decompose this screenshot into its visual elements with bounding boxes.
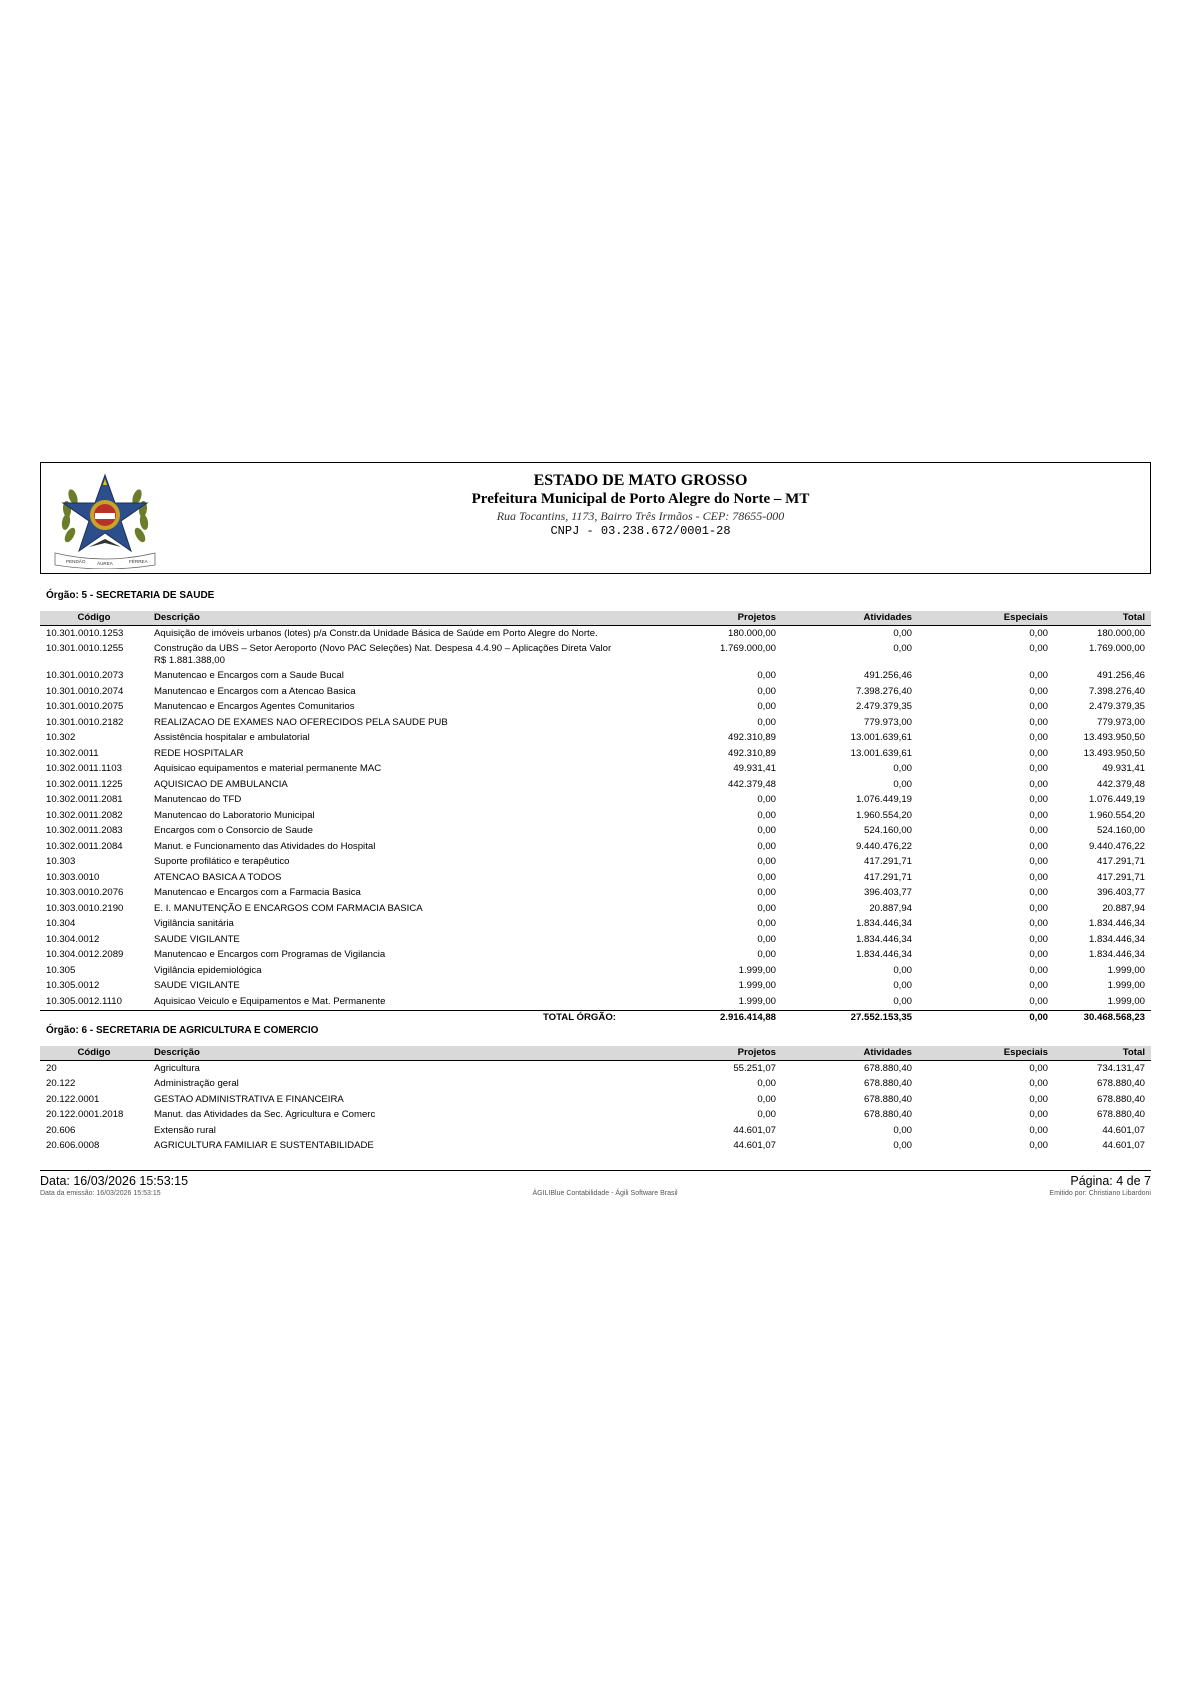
cell-total: 1.834.446,34 <box>1088 918 1145 929</box>
cell-projetos: 1.769.000,00 <box>719 643 776 654</box>
cell-atividades: 417.291,71 <box>863 871 912 883</box>
cell-codigo: 10.301.0010.1253 <box>46 627 124 639</box>
table-row <box>40 746 1151 762</box>
cell-descricao: SAUDE VIGILANTE <box>154 980 240 991</box>
cell-atividades: 0,00 <box>893 1124 912 1136</box>
table-row <box>40 839 1151 855</box>
cell-descricao: Encargos com o Consorcio de Saude <box>154 825 313 836</box>
cell-especiais: 0,00 <box>1029 980 1048 991</box>
cell-atividades: 1.076.449,19 <box>855 794 912 805</box>
table-row <box>40 808 1151 824</box>
cell-especiais: 0,00 <box>1029 809 1048 821</box>
state-name: ESTADO DE MATO GROSSO <box>533 472 748 489</box>
cell-atividades: 2.479.379,35 <box>855 701 912 712</box>
cell-especiais: 0,00 <box>1029 964 1048 976</box>
cell-codigo: 10.301.0010.2074 <box>46 685 124 697</box>
footer <box>40 1172 1151 1190</box>
cell-projetos: 0,00 <box>757 701 776 712</box>
table-row <box>40 979 1151 995</box>
cell-projetos: 0,00 <box>757 1109 776 1120</box>
logo-word-1: PENDÃO <box>66 559 86 564</box>
cell-total: 1.076.449,19 <box>1088 794 1145 805</box>
header-text-block <box>41 471 1150 539</box>
cell-codigo: 10.301.0010.2075 <box>46 701 124 712</box>
cell-atividades: 524.160,00 <box>863 825 912 836</box>
cell-projetos: 1.999,00 <box>738 980 776 991</box>
cell-projetos: 0,00 <box>757 670 776 681</box>
cell-descricao: E. I. MANUTENÇÃO E ENCARGOS COM FARMACIA BASICA <box>154 902 423 914</box>
cell-total: 13.493.950,50 <box>1083 732 1145 743</box>
cell-projetos: 0,00 <box>757 856 776 867</box>
total-label: TOTAL ÓRGÃO: <box>148 1010 622 1024</box>
col-header-total: Total <box>1054 611 1151 626</box>
table-row <box>40 731 1151 747</box>
cell-total: 2.479.379,35 <box>1088 701 1145 712</box>
orgao-6-table <box>40 1046 1151 1154</box>
cell-especiais: 0,00 <box>1029 902 1048 914</box>
cell-descricao: Vigilância sanitária <box>154 918 234 929</box>
logo-word-2: ÁUREA <box>97 561 113 566</box>
orgao-title: Órgão: 5 - SECRETARIA DE SAUDE <box>46 590 215 601</box>
report-page <box>40 462 1151 1197</box>
orgao-5-rows <box>40 626 1151 1011</box>
cell-codigo: 10.304.0012.2089 <box>46 949 124 960</box>
cell-descricao: AGRICULTURA FAMILIAR E SUSTENTABILIDADE <box>154 1140 374 1151</box>
table-row <box>40 793 1151 809</box>
cell-especiais: 0,00 <box>1029 825 1048 836</box>
col-header-codigo: Código <box>40 1046 148 1061</box>
cell-atividades: 0,00 <box>893 643 912 654</box>
cell-descricao: Manutencao e Encargos com a Atencao Basica <box>154 685 356 697</box>
cell-total: 678.880,40 <box>1096 1109 1145 1120</box>
cell-especiais: 0,00 <box>1029 1093 1048 1105</box>
cell-especiais: 0,00 <box>1029 918 1048 929</box>
cell-total: 678.880,40 <box>1096 1078 1145 1089</box>
cell-atividades: 491.256,46 <box>863 670 912 681</box>
cell-projetos: 0,00 <box>757 902 776 914</box>
col-header-codigo: Código <box>40 611 148 626</box>
cell-total: 524.160,00 <box>1096 825 1145 836</box>
cell-projetos: 492.310,89 <box>727 732 776 743</box>
cell-codigo: 10.302.0011.2084 <box>46 840 123 852</box>
cell-total: 20.887,94 <box>1102 902 1145 914</box>
cell-descricao: Agricultura <box>154 1062 200 1074</box>
col-header-projetos: Projetos <box>622 1046 782 1061</box>
cell-codigo: 20.122.0001 <box>46 1093 100 1105</box>
cell-codigo: 10.301.0010.2182 <box>46 716 124 728</box>
cell-descricao: Manutencao e Encargos com Programas de Vigilancia <box>154 949 386 960</box>
col-header-especiais: Especiais <box>918 1046 1054 1061</box>
cell-atividades: 1.834.446,34 <box>855 933 912 945</box>
cell-total: 1.769.000,00 <box>1088 643 1145 654</box>
cell-descricao: Administração geral <box>154 1078 239 1089</box>
cell-especiais: 0,00 <box>1029 933 1048 945</box>
cell-total: 9.440.476,22 <box>1088 840 1145 852</box>
cell-atividades: 0,00 <box>893 763 912 774</box>
cell-codigo: 20.606 <box>46 1124 76 1136</box>
cell-descricao: Vigilância epidemiológica <box>154 964 262 976</box>
cnpj: CNPJ - 03.238.672/0001-28 <box>550 524 731 538</box>
cell-projetos: 0,00 <box>757 825 776 836</box>
table-row <box>40 700 1151 716</box>
cell-projetos: 44.601,07 <box>733 1140 776 1151</box>
table-row <box>40 626 1151 642</box>
cell-projetos: 1.999,00 <box>738 964 776 976</box>
cell-descricao: Aquisicao Veiculo e Equipamentos e Mat. Permanente <box>154 995 386 1007</box>
cell-descricao: Construção da UBS – Setor Aeroporto (Novo PAC Seleções) Nat. Despesa 4.4.90 – Aplicações Direta Valor R$ 1.881.388,00 <box>154 643 612 666</box>
cell-descricao: REALIZACAO DE EXAMES NAO OFERECIDOS PELA SAUDE PUB <box>154 716 448 728</box>
cell-especiais: 0,00 <box>1029 732 1048 743</box>
cell-codigo: 10.305.0012 <box>46 980 100 991</box>
cell-especiais: 0,00 <box>1029 840 1048 852</box>
cell-descricao: REDE HOSPITALAR <box>154 747 244 759</box>
cell-codigo: 10.302.0011.2083 <box>46 825 123 836</box>
total-projetos: 2.916.414,88 <box>622 1010 782 1024</box>
cell-codigo: 20.606.0008 <box>46 1140 100 1151</box>
cell-atividades: 0,00 <box>893 627 912 639</box>
cell-descricao: Manutencao do TFD <box>154 794 242 805</box>
cell-atividades: 0,00 <box>893 995 912 1007</box>
cell-atividades: 13.001.639,61 <box>850 747 912 759</box>
cell-especiais: 0,00 <box>1029 1062 1048 1074</box>
cell-codigo: 10.303.0010.2190 <box>46 902 124 914</box>
table-row <box>40 762 1151 778</box>
cell-codigo: 20.122.0001.2018 <box>46 1109 124 1120</box>
cell-projetos: 492.310,89 <box>727 747 776 759</box>
cell-descricao: Extensão rural <box>154 1124 216 1136</box>
cell-projetos: 180.000,00 <box>727 627 776 639</box>
cell-projetos: 442.379,48 <box>727 778 776 790</box>
cell-total: 1.999,00 <box>1107 995 1145 1007</box>
cell-codigo: 10.302 <box>46 732 76 743</box>
cell-especiais: 0,00 <box>1029 643 1048 654</box>
table-header-row <box>40 611 1151 626</box>
cell-total: 417.291,71 <box>1096 856 1145 867</box>
cell-especiais: 0,00 <box>1029 856 1048 867</box>
cell-atividades: 20.887,94 <box>869 902 912 914</box>
cell-atividades: 13.001.639,61 <box>850 732 912 743</box>
col-header-especiais: Especiais <box>918 611 1054 626</box>
cell-descricao: GESTAO ADMINISTRATIVA E FINANCEIRA <box>154 1093 344 1105</box>
table-row <box>40 1092 1151 1108</box>
cell-total: 44.601,07 <box>1102 1124 1145 1136</box>
cell-codigo: 10.301.0010.2073 <box>46 670 124 681</box>
table-row <box>40 1061 1151 1077</box>
cell-total: 1.834.446,34 <box>1088 949 1145 960</box>
footer-date: Data: 16/03/2026 15:53:15 <box>40 1174 189 1188</box>
cell-descricao: Suporte profilático e terapêutico <box>154 856 290 867</box>
table-row <box>40 1123 1151 1139</box>
cell-especiais: 0,00 <box>1029 627 1048 639</box>
table-row <box>40 901 1151 917</box>
cell-atividades: 678.880,40 <box>863 1062 912 1074</box>
cell-total: 396.403,77 <box>1096 887 1145 898</box>
table-row <box>40 855 1151 871</box>
cell-total: 49.931,41 <box>1102 763 1145 774</box>
software-name: ÁGILIBlue Contabilidade - Ágili Software Brasil <box>532 1190 678 1197</box>
col-header-descricao: Descrição <box>148 611 622 626</box>
cell-total: 44.601,07 <box>1102 1140 1145 1151</box>
cell-projetos: 0,00 <box>757 716 776 728</box>
cell-total: 1.999,00 <box>1107 980 1145 991</box>
table-row <box>40 917 1151 933</box>
col-header-atividades: Atividades <box>782 1046 918 1061</box>
table-row <box>40 642 1151 669</box>
cell-descricao: Manutencao do Laboratorio Municipal <box>154 809 315 821</box>
cell-codigo: 10.302.0011.2081 <box>46 794 123 805</box>
cell-codigo: 10.305.0012.1110 <box>46 995 122 1007</box>
cell-atividades: 9.440.476,22 <box>855 840 912 852</box>
cell-descricao: Manutencao e Encargos Agentes Comunitarios <box>154 701 355 712</box>
footer-meta <box>40 1190 1151 1197</box>
cell-codigo: 10.302.0011.2082 <box>46 809 123 821</box>
cell-codigo: 10.301.0010.1255 <box>46 643 124 654</box>
cell-total: 180.000,00 <box>1096 627 1145 639</box>
cell-total: 13.493.950,50 <box>1083 747 1145 759</box>
cell-projetos: 44.601,07 <box>733 1124 776 1136</box>
cell-atividades: 417.291,71 <box>863 856 912 867</box>
cell-projetos: 0,00 <box>757 871 776 883</box>
cell-total: 417.291,71 <box>1096 871 1145 883</box>
cell-descricao: Manut. das Atividades da Sec. Agricultura e Comerc <box>154 1109 376 1120</box>
address: Rua Tocantins, 1173, Bairro Três Irmãos - CEP: 78655-000 <box>496 509 785 523</box>
cell-total: 734.131,47 <box>1096 1062 1145 1074</box>
cell-especiais: 0,00 <box>1029 747 1048 759</box>
cell-descricao: AQUISICAO DE AMBULANCIA <box>154 778 288 790</box>
cell-especiais: 0,00 <box>1029 778 1048 790</box>
cell-projetos: 1.999,00 <box>738 995 776 1007</box>
cell-projetos: 0,00 <box>757 840 776 852</box>
cell-projetos: 0,00 <box>757 794 776 805</box>
cell-projetos: 0,00 <box>757 1093 776 1105</box>
table-row <box>40 1077 1151 1093</box>
logo-word-3: FÉRREA <box>129 559 148 564</box>
table-row <box>40 715 1151 731</box>
cell-codigo: 10.302.0011.1103 <box>46 763 122 774</box>
cell-projetos: 0,00 <box>757 809 776 821</box>
cell-descricao: Manutencao e Encargos com a Farmacia Basica <box>154 887 361 898</box>
cell-atividades: 7.398.276,40 <box>855 685 912 697</box>
cell-total: 678.880,40 <box>1096 1093 1145 1105</box>
table-row <box>40 1139 1151 1155</box>
cell-codigo: 20.122 <box>46 1078 76 1089</box>
cell-especiais: 0,00 <box>1029 701 1048 712</box>
cell-codigo: 10.304 <box>46 918 76 929</box>
cell-especiais: 0,00 <box>1029 1078 1048 1089</box>
cell-descricao: ATENCAO BASICA A TODOS <box>154 871 282 883</box>
cell-projetos: 0,00 <box>757 887 776 898</box>
cell-projetos: 0,00 <box>757 949 776 960</box>
total-especiais: 0,00 <box>918 1010 1054 1024</box>
cell-descricao: Manutencao e Encargos com a Saude Bucal <box>154 670 344 681</box>
cell-codigo: 10.303.0010 <box>46 871 100 883</box>
table-row <box>40 886 1151 902</box>
cell-atividades: 678.880,40 <box>863 1109 912 1120</box>
cell-codigo: 10.305 <box>46 964 76 976</box>
table-row <box>40 994 1151 1010</box>
cell-codigo: 10.304.0012 <box>46 933 100 945</box>
cell-projetos: 0,00 <box>757 1078 776 1089</box>
cell-especiais: 0,00 <box>1029 763 1048 774</box>
cell-atividades: 0,00 <box>893 778 912 790</box>
col-header-descricao: Descrição <box>148 1046 622 1061</box>
cell-codigo: 10.303.0010.2076 <box>46 887 124 898</box>
cell-atividades: 678.880,40 <box>863 1093 912 1105</box>
cell-especiais: 0,00 <box>1029 794 1048 805</box>
cell-total: 1.999,00 <box>1107 964 1145 976</box>
cell-atividades: 779.973,00 <box>863 716 912 728</box>
cell-projetos: 49.931,41 <box>733 763 776 774</box>
cell-total: 442.379,48 <box>1096 778 1145 790</box>
total-row <box>40 1010 1151 1024</box>
table-row <box>40 963 1151 979</box>
cell-atividades: 1.834.446,34 <box>855 949 912 960</box>
cell-projetos: 0,00 <box>757 918 776 929</box>
total-total: 30.468.568,23 <box>1054 1010 1151 1024</box>
issuer: Emitido por: Christiano Libardoni <box>1049 1190 1151 1197</box>
cell-projetos: 55.251,07 <box>733 1062 776 1074</box>
footer-divider <box>40 1170 1151 1171</box>
cell-total: 1.960.554,20 <box>1088 809 1145 821</box>
cell-atividades: 396.403,77 <box>863 887 912 898</box>
table-row <box>40 1108 1151 1124</box>
orgao-title: Órgão: 6 - SECRETARIA DE AGRICULTURA E COMERCIO <box>46 1025 319 1036</box>
col-header-total: Total <box>1054 1046 1151 1061</box>
orgao-5-table <box>40 611 1151 1024</box>
cell-especiais: 0,00 <box>1029 887 1048 898</box>
cell-total: 779.973,00 <box>1096 716 1145 728</box>
orgao-6-rows <box>40 1061 1151 1155</box>
cell-codigo: 10.302.0011.1225 <box>46 778 123 790</box>
cell-especiais: 0,00 <box>1029 1109 1048 1120</box>
cell-atividades: 0,00 <box>893 964 912 976</box>
cell-total: 1.834.446,34 <box>1088 933 1145 945</box>
footer-page-number: Página: 4 de 7 <box>1070 1174 1151 1188</box>
table-row <box>40 669 1151 685</box>
table-row <box>40 948 1151 964</box>
cell-especiais: 0,00 <box>1029 949 1048 960</box>
cell-descricao: Aquisição de imóveis urbanos (lotes) p/a Constr.da Unidade Básica de Saúde em Porto Alegre do Norte. <box>154 627 598 639</box>
cell-atividades: 678.880,40 <box>863 1078 912 1089</box>
cell-especiais: 0,00 <box>1029 871 1048 883</box>
cell-especiais: 0,00 <box>1029 1124 1048 1136</box>
cell-codigo: 10.302.0011 <box>46 747 99 759</box>
col-header-atividades: Atividades <box>782 611 918 626</box>
report-header <box>40 462 1151 574</box>
cell-descricao: Assistência hospitalar e ambulatorial <box>154 732 310 743</box>
cell-especiais: 0,00 <box>1029 1140 1048 1151</box>
cell-atividades: 0,00 <box>893 980 912 991</box>
total-atividades: 27.552.153,35 <box>782 1010 918 1024</box>
table-row <box>40 777 1151 793</box>
cell-codigo: 10.303 <box>46 856 76 867</box>
table-row <box>40 684 1151 700</box>
cell-projetos: 0,00 <box>757 933 776 945</box>
cell-atividades: 1.960.554,20 <box>855 809 912 821</box>
cell-codigo: 20 <box>46 1062 57 1074</box>
cell-total: 7.398.276,40 <box>1088 685 1145 697</box>
cell-atividades: 1.834.446,34 <box>855 918 912 929</box>
table-row <box>40 932 1151 948</box>
cell-especiais: 0,00 <box>1029 995 1048 1007</box>
cell-descricao: Manut. e Funcionamento das Atividades do Hospital <box>154 840 376 852</box>
cell-descricao: SAUDE VIGILANTE <box>154 933 240 945</box>
cell-atividades: 0,00 <box>893 1140 912 1151</box>
col-header-projetos: Projetos <box>622 611 782 626</box>
city-hall-name: Prefeitura Municipal de Porto Alegre do Norte – MT <box>471 491 810 507</box>
table-header-row <box>40 1046 1151 1061</box>
cell-projetos: 0,00 <box>757 685 776 697</box>
table-row <box>40 870 1151 886</box>
table-row <box>40 824 1151 840</box>
cell-descricao: Aquisicao equipamentos e material permanente MAC <box>154 763 382 774</box>
emission-date: Data da emissão: 16/03/2026 15:53:15 <box>40 1190 161 1197</box>
cell-especiais: 0,00 <box>1029 670 1048 681</box>
cell-especiais: 0,00 <box>1029 685 1048 697</box>
cell-total: 491.256,46 <box>1096 670 1145 681</box>
cell-especiais: 0,00 <box>1029 716 1048 728</box>
